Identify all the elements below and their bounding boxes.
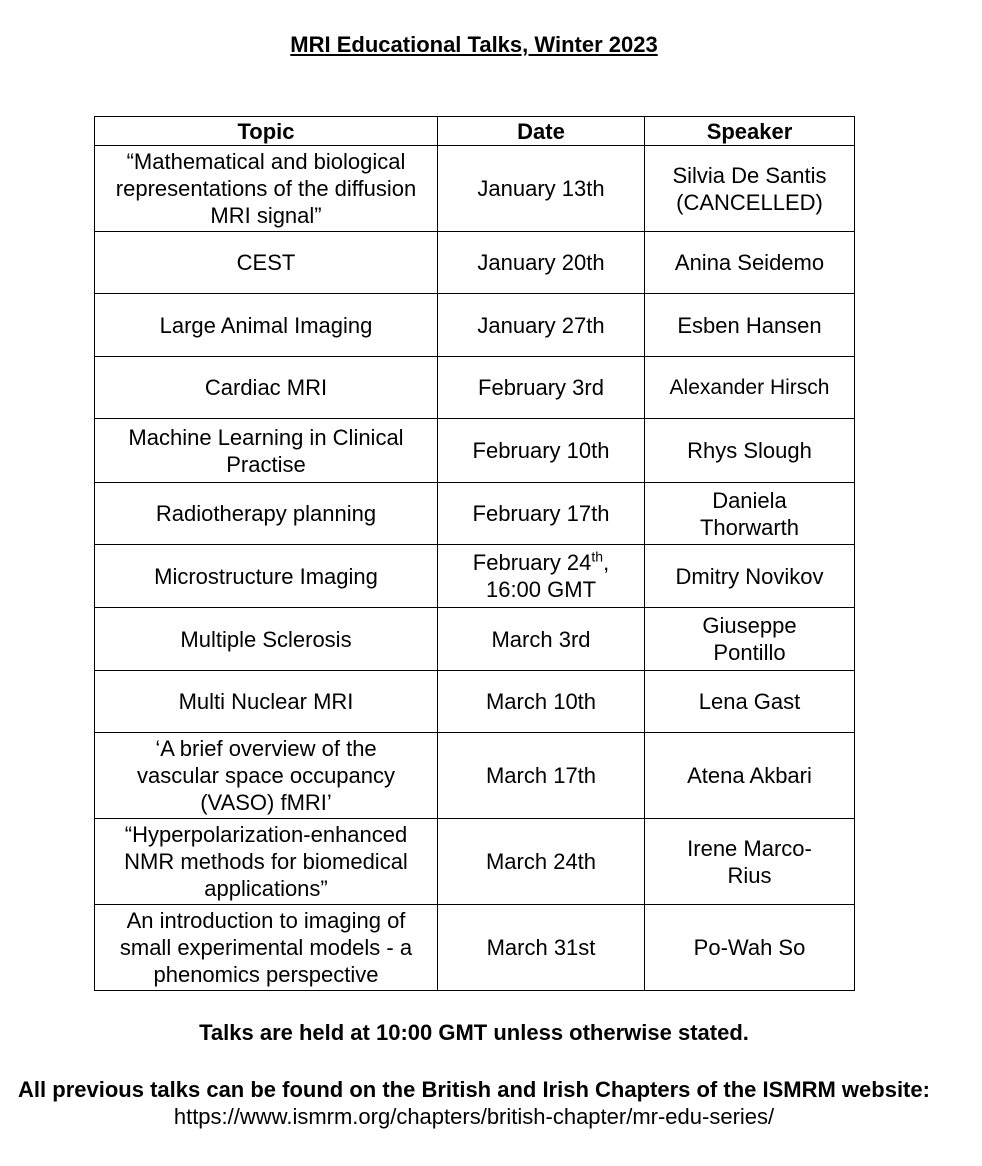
date-cell: February 3rd: [438, 357, 645, 419]
topic-cell: An introduction to imaging of small experimental models - a phenomics perspective: [95, 905, 438, 991]
table-row: [95, 294, 855, 357]
topic-cell: ‘A brief overview of the vascular space occupancy (VASO) fMRI’: [95, 733, 438, 819]
topic-cell: Machine Learning in Clinical Practise: [95, 419, 438, 483]
speaker-cell: Po-Wah So: [645, 905, 855, 991]
topic-cell: “Hyperpolarization-enhanced NMR methods for biomedical applications”: [95, 819, 438, 905]
topic-cell: Multiple Sclerosis: [95, 608, 438, 671]
date-text: February 24: [472, 550, 592, 575]
table-row: [95, 905, 855, 991]
table-row: [95, 733, 855, 819]
speaker-cell: Silvia De Santis (CANCELLED): [645, 146, 855, 232]
speaker-cell: Lena Gast: [645, 671, 855, 733]
header-row: [95, 117, 855, 146]
speaker-cell: Atena Akbari: [645, 733, 855, 819]
table-row: [95, 819, 855, 905]
table-row: [95, 146, 855, 232]
speaker-cell: Daniela Thorwarth: [645, 483, 855, 545]
table-row: [95, 483, 855, 545]
table-row: [95, 671, 855, 733]
table-row: [95, 419, 855, 483]
table-row: [95, 232, 855, 294]
speaker-cell: Alexander Hirsch: [645, 357, 855, 419]
website-link[interactable]: https://www.ismrm.org/chapters/british-chapter/mr-edu-series/: [173, 1104, 775, 1129]
header-topic: Topic: [95, 117, 438, 146]
speaker-cell: Irene Marco-Rius: [645, 819, 855, 905]
date-cell: March 24th: [438, 819, 645, 905]
table-row: [95, 545, 855, 608]
date-cell: January 20th: [438, 232, 645, 294]
header-date: Date: [438, 117, 645, 146]
speaker-cell: Giuseppe Pontillo: [645, 608, 855, 671]
topic-cell: Multi Nuclear MRI: [95, 671, 438, 733]
table-row: [95, 608, 855, 671]
date-cell: March 3rd: [438, 608, 645, 671]
table-row: [95, 357, 855, 419]
date-cell: January 13th: [438, 146, 645, 232]
date-ordinal: th: [591, 548, 604, 565]
time-note: Talks are held at 10:00 GMT unless otherwise stated.: [199, 1020, 749, 1045]
topic-cell: CEST: [95, 232, 438, 294]
date-cell: February 10th: [438, 419, 645, 483]
talks-table: [94, 116, 855, 991]
speaker-cell: Dmitry Novikov: [645, 545, 855, 608]
topic-cell: Cardiac MRI: [95, 357, 438, 419]
date-cell: [438, 545, 645, 608]
date-cell: February 17th: [438, 483, 645, 545]
previous-talks-lead: All previous talks can be found on the British and Irish Chapters of the ISMRM website:: [18, 1077, 930, 1102]
topic-cell: Radiotherapy planning: [95, 483, 438, 545]
date-time: 16:00 GMT: [485, 577, 597, 602]
header-speaker: Speaker: [645, 117, 855, 146]
date-cell: March 31st: [438, 905, 645, 991]
topic-cell: “Mathematical and biological representations of the diffusion MRI signal”: [95, 146, 438, 232]
date-cell: January 27th: [438, 294, 645, 357]
date-comma: ,: [603, 550, 610, 575]
speaker-cell: Anina Seidemo: [645, 232, 855, 294]
speaker-cell: Esben Hansen: [645, 294, 855, 357]
date-cell: March 17th: [438, 733, 645, 819]
previous-talks-note: [0, 1076, 948, 1130]
speaker-cell: Rhys Slough: [645, 419, 855, 483]
topic-cell: Large Animal Imaging: [95, 294, 438, 357]
topic-cell: Microstructure Imaging: [95, 545, 438, 608]
date-cell: March 10th: [438, 671, 645, 733]
page-title: MRI Educational Talks, Winter 2023: [290, 32, 658, 57]
